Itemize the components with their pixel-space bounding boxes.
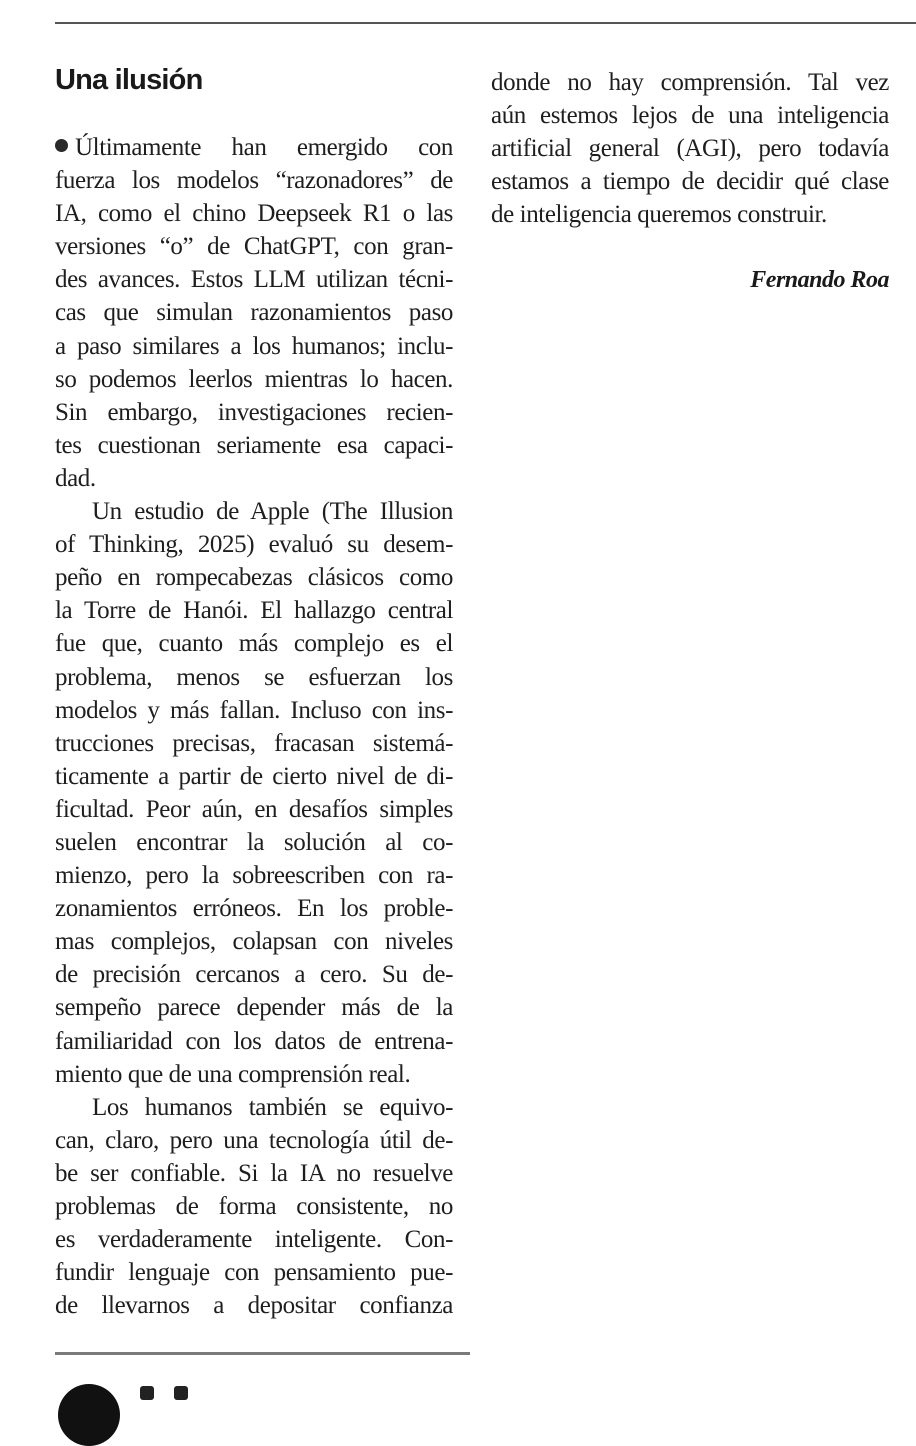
body-line: de llevarnos a depositar confianza bbox=[55, 1292, 453, 1320]
article-body-left-column bbox=[55, 131, 453, 1322]
body-line: fue que, cuanto más complejo es el bbox=[55, 630, 453, 658]
body-line: versiones “o” de ChatGPT, con gran- bbox=[55, 233, 453, 261]
body-line: tes cuestionan seriamente esa capaci- bbox=[55, 431, 453, 459]
body-line: es verdaderamente inteligente. Con- bbox=[55, 1226, 453, 1254]
body-line: can, claro, pero una tecnología útil de- bbox=[55, 1126, 453, 1154]
body-line: problemas de forma consistente, no bbox=[55, 1193, 453, 1220]
body-line: modelos y más fallan. Incluso con ins- bbox=[55, 696, 453, 724]
body-line: mienzo, pero la sobreescriben con ra- bbox=[55, 862, 453, 890]
body-line: of Thinking, 2025) evaluó su desem- bbox=[55, 531, 453, 559]
body-line: miento que de una comprensión real. bbox=[55, 1060, 411, 1088]
body-line: so podemos leerlos mientras lo hacen. bbox=[55, 365, 453, 393]
body-line: be ser confiable. Si la IA no resuelve bbox=[55, 1159, 453, 1187]
author-signature: Fernando Roa bbox=[750, 267, 889, 293]
body-line: problema, menos se esfuerzan los bbox=[55, 663, 453, 691]
body-line: sempeño parece depender más de la bbox=[55, 994, 453, 1022]
body-line: Últimamente han emergido con bbox=[55, 131, 453, 164]
body-line: donde no hay comprensión. Tal vez bbox=[491, 69, 889, 96]
body-line: fundir lenguaje con pensamiento pue- bbox=[55, 1259, 453, 1287]
body-line: zonamientos erróneos. En los proble- bbox=[55, 895, 453, 923]
body-line: mas complejos, colapsan con niveles bbox=[55, 928, 453, 956]
body-line: Un estudio de Apple (The Illusion bbox=[92, 498, 453, 526]
body-line: de inteligencia queremos construir. bbox=[491, 201, 827, 229]
body-line: peño en rompecabezas clásicos como bbox=[55, 564, 453, 592]
body-line: Sin embargo, investigaciones recien- bbox=[55, 398, 453, 426]
bullet-icon bbox=[55, 139, 68, 152]
body-line: familiaridad con los datos de entrena- bbox=[55, 1027, 453, 1055]
body-line: aún estemos lejos de una inteligencia bbox=[491, 102, 889, 130]
article-body-right-column bbox=[491, 66, 889, 231]
article-headline: Una ilusión bbox=[55, 64, 203, 96]
body-line: cas que simulan razonamientos paso bbox=[55, 299, 453, 327]
body-line: la Torre de Hanói. El hallazgo central bbox=[55, 597, 453, 625]
next-article-header-fragment bbox=[140, 1386, 220, 1400]
body-line: des avances. Estos LLM utilizan técni- bbox=[55, 266, 453, 294]
body-line: suelen encontrar la solución al co- bbox=[55, 828, 453, 856]
body-line: dad. bbox=[55, 464, 96, 492]
top-divider bbox=[55, 22, 916, 24]
body-line: Los humanos también se equivo- bbox=[92, 1093, 453, 1121]
body-line: fuerza los modelos “razonadores” de bbox=[55, 167, 453, 195]
body-line: ficultad. Peor aún, en desafíos simples bbox=[55, 795, 453, 823]
body-line: de precisión cercanos a cero. Su de- bbox=[55, 961, 453, 989]
next-article-logo-icon bbox=[58, 1384, 120, 1446]
body-line: trucciones precisas, fracasan sistemá- bbox=[55, 729, 453, 757]
body-line: estamos a tiempo de decidir qué clase bbox=[491, 168, 889, 196]
bottom-divider bbox=[55, 1352, 470, 1355]
body-line: IA, como el chino Deepseek R1 o las bbox=[55, 200, 453, 228]
body-line: ticamente a partir de cierto nivel de di- bbox=[55, 762, 453, 790]
body-line: artificial general (AGI), pero todavía bbox=[491, 135, 889, 163]
body-line: a paso similares a los humanos; inclu- bbox=[55, 332, 453, 360]
